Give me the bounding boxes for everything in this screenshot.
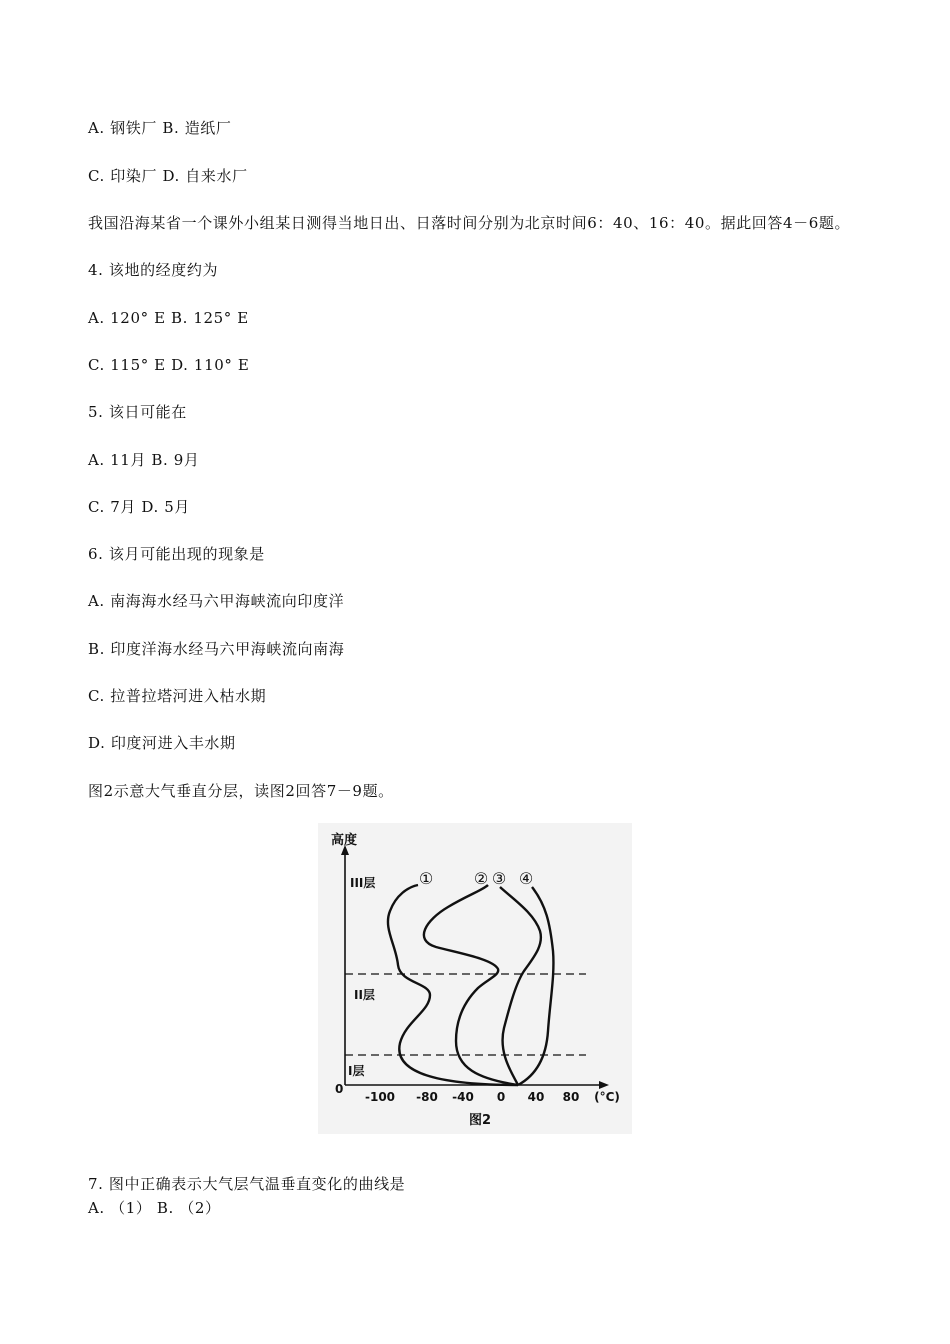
x-tick-minus80: -80 [416, 1090, 438, 1104]
x-tick-0: 0 [496, 1090, 506, 1104]
option-line-4cd: C. 115° E D. 110° E [88, 356, 250, 374]
option-6c: C. 拉普拉塔河进入枯水期 [88, 687, 267, 705]
option-line-7ab: A. （1） B. （2） [88, 1199, 221, 1217]
curve-label-4: ④ [518, 869, 534, 888]
option-6a: A. 南海海水经马六甲海峡流向印度洋 [88, 592, 345, 610]
question-7: 7. 图中正确表示大气层气温垂直变化的曲线是 [88, 1175, 406, 1193]
curve-label-2: ② [473, 869, 489, 888]
option-line-5cd: C. 7月 D. 5月 [88, 498, 190, 516]
x-tick-minus40: -40 [452, 1090, 474, 1104]
origin-label: 0 [335, 1082, 344, 1096]
layer-label-iii: III层 [350, 876, 376, 890]
layer-label-ii: II层 [354, 988, 375, 1002]
question-4: 4. 该地的经度约为 [88, 261, 219, 279]
option-6d: D. 印度河进入丰水期 [88, 734, 236, 752]
curve-label-3: ③ [491, 869, 507, 888]
option-line-3cd: C. 印染厂 D. 自来水厂 [88, 167, 248, 185]
x-tick-minus100: -100 [364, 1090, 396, 1104]
y-axis-label: 高度 [331, 833, 358, 848]
option-line-5ab: A. 11月 B. 9月 [88, 451, 200, 469]
option-line-4ab: A. 120° E B. 125° E [88, 309, 249, 327]
option-6b: B. 印度洋海水经马六甲海峡流向南海 [88, 640, 345, 658]
figure-caption: 图2 [468, 1113, 492, 1128]
question-6: 6. 该月可能出现的现象是 [88, 545, 265, 563]
curve-4 [518, 887, 553, 1085]
question-intro-4-6: 我国沿海某省一个课外小组某日测得当地日出、日落时间分别为北京时间6：40、16：40。据此回答4－6题。 [88, 214, 851, 232]
question-intro-7-9: 图2示意大气垂直分层，读图2回答7－9题。 [88, 782, 394, 800]
atmosphere-layer-figure [318, 823, 632, 1134]
x-axis-arrow [599, 1081, 609, 1089]
layer-label-i: I层 [348, 1064, 365, 1078]
x-axis-unit: (°C) [594, 1090, 620, 1104]
question-5: 5. 该日可能在 [88, 403, 187, 421]
option-line-3ab: A. 钢铁厂 B. 造纸厂 [88, 119, 232, 137]
x-tick-40: 40 [527, 1090, 545, 1104]
x-tick-80: 80 [562, 1090, 580, 1104]
curve-label-1: ① [418, 869, 434, 888]
